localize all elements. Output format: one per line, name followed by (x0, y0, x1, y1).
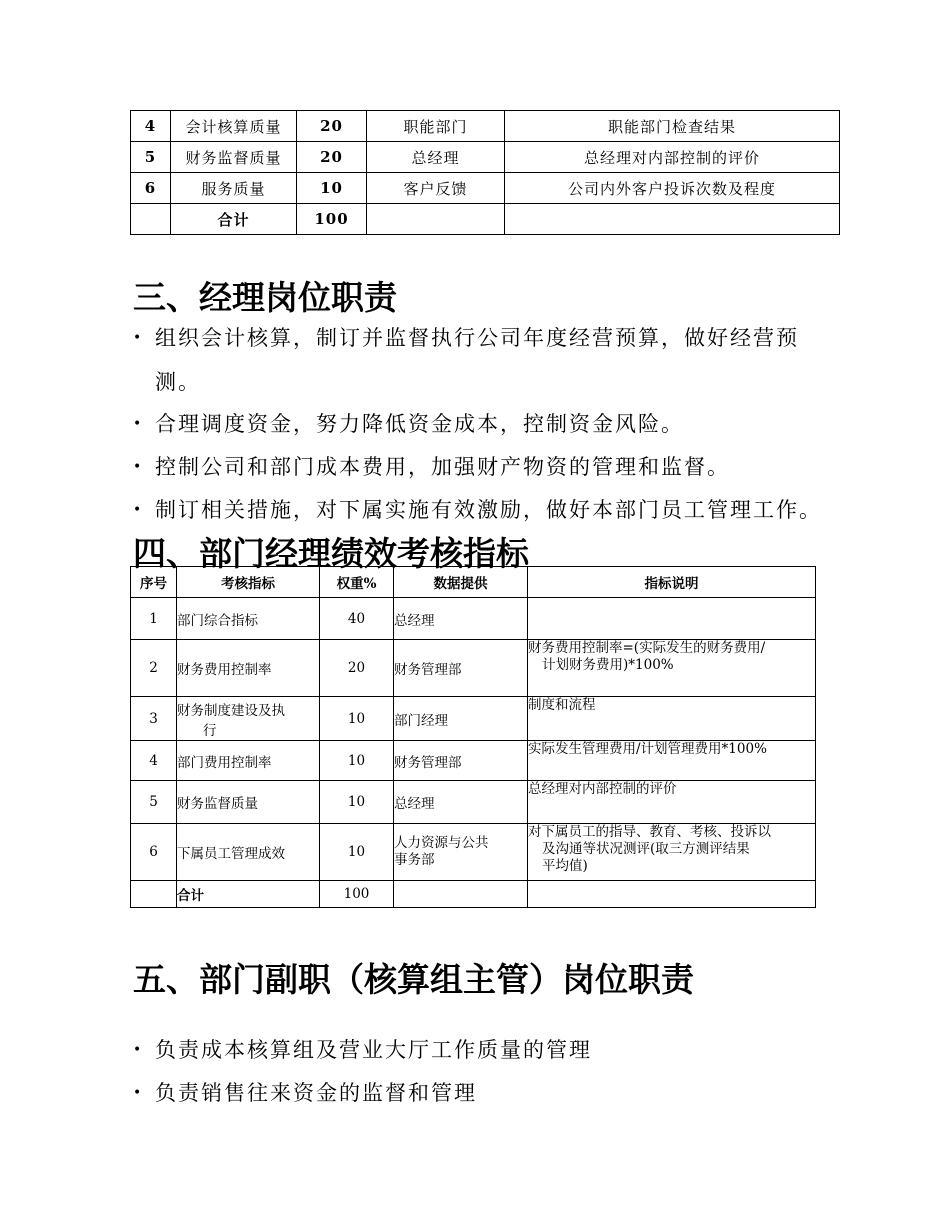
row-number: 3 (131, 697, 177, 741)
indicator-cell: 财务监督质量 (171, 142, 297, 173)
weight-cell: 10 (320, 741, 394, 781)
table-row (131, 741, 816, 781)
source-line: 人力资源与公共 (394, 835, 489, 851)
weight-cell: 100 (320, 881, 394, 908)
indicator-cell: 财务费用控制率 (177, 640, 320, 697)
source-cell: 职能部门 (367, 111, 505, 142)
note-cell: 总经理对内部控制的评价 (528, 781, 816, 824)
source-cell (394, 881, 528, 908)
weight-cell: 10 (320, 824, 394, 881)
source-cell: 总经理 (394, 781, 528, 824)
table-row (131, 640, 816, 697)
note-cell (505, 204, 840, 235)
note-cell: 职能部门检查结果 (505, 111, 840, 142)
row-number: 5 (131, 781, 177, 824)
table-header-row (131, 567, 816, 598)
row-number: 6 (131, 824, 177, 881)
section3-bullet: 控制公司和部门成本费用，加强财产物资的管理和监督。 (155, 455, 730, 479)
indicator-cell: 财务监督质量 (177, 781, 320, 824)
note-line: 平均值) (542, 858, 588, 874)
column-header: 考核指标 (177, 567, 320, 598)
weight-cell: 20 (297, 111, 367, 142)
score-table-continued (130, 110, 840, 235)
column-header: 权重% (320, 567, 394, 598)
section3-heading: 三、经理岗位职责 (133, 278, 397, 317)
source-cell (367, 204, 505, 235)
column-header: 数据提供 (394, 567, 528, 598)
indicator-cell: 下属员工管理成效 (177, 824, 320, 881)
indicator-cell: 部门综合指标 (177, 598, 320, 640)
bullet-icon: • (133, 416, 142, 432)
source-line: 事务部 (394, 852, 435, 868)
indicator-line: 财务制度建设及执 (177, 702, 285, 719)
note-line: 财务费用控制率=(实际发生的财务费用/ (528, 640, 766, 656)
table-row (131, 781, 816, 824)
table-row (131, 598, 816, 640)
source-cell: 部门经理 (394, 697, 528, 741)
source-cell: 总经理 (394, 598, 528, 640)
table-row-total (131, 204, 840, 235)
weight-cell: 100 (297, 204, 367, 235)
note-line: 对下属员工的指导、教育、考核、投诉以 (528, 824, 771, 840)
weight-cell: 20 (297, 142, 367, 173)
source-cell: 财务管理部 (394, 640, 528, 697)
indicator-cell: 部门费用控制率 (177, 741, 320, 781)
row-number: 4 (131, 111, 171, 142)
note-cell (528, 824, 816, 881)
weight-cell: 10 (297, 173, 367, 204)
bullet-icon: • (133, 330, 142, 346)
section3-bullet-continuation: 测。 (155, 370, 201, 394)
table-row (131, 697, 816, 741)
table-row (131, 824, 816, 881)
column-header: 序号 (131, 567, 177, 598)
bullet-icon: • (133, 502, 142, 518)
column-header: 指标说明 (528, 567, 816, 598)
section4-heading: 四、部门经理绩效考核指标 (133, 534, 529, 573)
section5-bullet: 负责销售往来资金的监督和管理 (155, 1081, 477, 1105)
row-number (131, 204, 171, 235)
note-cell: 总经理对内部控制的评价 (505, 142, 840, 173)
note-cell: 实际发生管理费用/计划管理费用*100% (528, 741, 816, 781)
indicator-cell (177, 697, 320, 741)
source-cell: 总经理 (367, 142, 505, 173)
kpi-table (130, 566, 816, 908)
table-row-total (131, 881, 816, 908)
section5-bullet: 负责成本核算组及营业大厅工作质量的管理 (155, 1038, 592, 1062)
source-cell: 财务管理部 (394, 741, 528, 781)
note-cell (528, 881, 816, 908)
indicator-cell: 服务质量 (171, 173, 297, 204)
note-line: 计划财务费用)*100% (542, 657, 674, 673)
note-cell (528, 640, 816, 697)
indicator-line: 行 (203, 722, 217, 739)
row-number: 1 (131, 598, 177, 640)
total-label: 合计 (171, 204, 297, 235)
table-row (131, 173, 840, 204)
weight-cell: 10 (320, 697, 394, 741)
weight-cell: 10 (320, 781, 394, 824)
note-cell: 制度和流程 (528, 697, 816, 741)
source-cell (394, 824, 528, 881)
indicator-cell: 会计核算质量 (171, 111, 297, 142)
weight-cell: 20 (320, 640, 394, 697)
note-cell: 公司内外客户投诉次数及程度 (505, 173, 840, 204)
row-number: 4 (131, 741, 177, 781)
source-cell: 客户反馈 (367, 173, 505, 204)
section5-heading: 五、部门副职（核算组主管）岗位职责 (133, 960, 694, 999)
row-number: 6 (131, 173, 171, 204)
row-number (131, 881, 177, 908)
section3-bullet: 合理调度资金，努力降低资金成本，控制资金风险。 (155, 412, 684, 436)
weight-cell: 40 (320, 598, 394, 640)
note-cell (528, 598, 816, 640)
bullet-icon: • (133, 1085, 142, 1101)
note-line: 及沟通等状况测评(取三方测评结果 (542, 841, 750, 857)
row-number: 5 (131, 142, 171, 173)
bullet-icon: • (133, 1042, 142, 1058)
section3-bullet: 组织会计核算，制订并监督执行公司年度经营预算，做好经营预 (155, 326, 799, 350)
table-row (131, 142, 840, 173)
section3-bullet: 制订相关措施，对下属实施有效激励，做好本部门员工管理工作。 (155, 498, 822, 522)
total-label: 合计 (177, 881, 320, 908)
bullet-icon: • (133, 459, 142, 475)
row-number: 2 (131, 640, 177, 697)
table-row (131, 111, 840, 142)
